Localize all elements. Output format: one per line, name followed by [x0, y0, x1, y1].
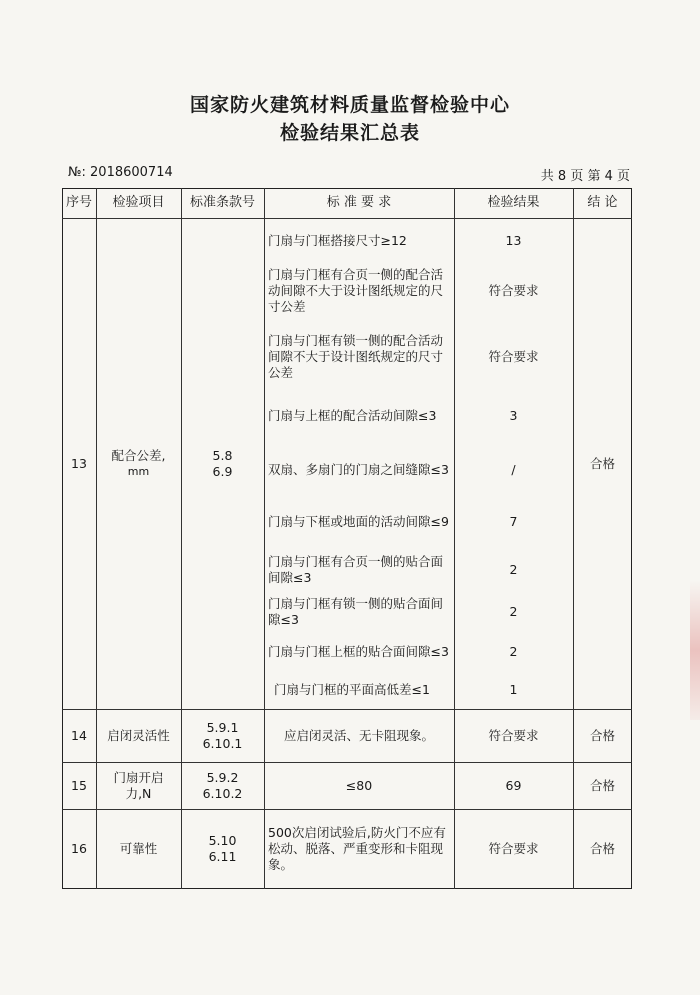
requirement-text: 门扇与门框上框的贴合面间隙≤3 — [268, 644, 449, 659]
test-item: 可靠性 — [119, 841, 158, 856]
clause-line: 6.9 — [212, 463, 233, 479]
requirement-text: 门扇与门框有锁一侧的配合活动间隙不大于设计图纸规定的尺寸公差 — [268, 333, 444, 380]
requirement-text: 门扇与门框有合页一侧的贴合面间隙≤3 — [268, 554, 444, 585]
seal-edge — [690, 580, 700, 720]
report-subtitle: 检验结果汇总表 — [279, 122, 420, 144]
result-value: 1 — [509, 682, 518, 697]
conclusion: 合格 — [589, 777, 615, 793]
clause-number — [181, 809, 264, 889]
result-value: 符合要求 — [488, 727, 539, 743]
requirement-text: ≤80 — [345, 777, 373, 793]
conclusion: 合格 — [589, 455, 615, 471]
col-header-item: 检验项目 — [112, 195, 165, 210]
row-number: 15 — [71, 777, 87, 793]
row-number: 14 — [71, 727, 87, 743]
clause-number — [181, 709, 264, 762]
test-item-unit: mm — [127, 464, 150, 478]
col-header-requirement: 标 准 要 求 — [326, 195, 392, 210]
requirement-text: 应启闭灵活、无卡阻现象。 — [283, 727, 434, 743]
col-header-clause: 标准条款号 — [189, 195, 255, 210]
clause-line: 6.10.2 — [202, 785, 243, 801]
clause-number — [181, 762, 264, 809]
result-value: 2 — [509, 562, 518, 577]
clause-line: 5.10 — [208, 833, 237, 848]
row-number: 13 — [71, 455, 87, 471]
result-value: 3 — [509, 408, 518, 423]
requirement-text: 500次启闭试验后,防火门不应有松动、脱落、严重变形和卡阻现象。 — [268, 825, 446, 872]
report-title: 国家防火建筑材料质量监督检验中心 — [189, 94, 510, 116]
clause-number — [181, 218, 264, 709]
result-value: 2 — [509, 644, 518, 659]
col-header-result: 检验结果 — [487, 195, 540, 210]
col-header-conclusion: 结 论 — [587, 195, 618, 210]
result-value: 2 — [509, 604, 518, 619]
result-value: / — [511, 462, 516, 477]
requirement-text: 门扇与门框有锁一侧的贴合面间隙≤3 — [268, 596, 444, 627]
row-number: 16 — [71, 841, 87, 856]
test-item: 启闭灵活性 — [107, 727, 170, 743]
clause-line: 5.8 — [212, 447, 233, 463]
result-value: 符合要求 — [488, 349, 539, 364]
clause-line: 5.9.1 — [206, 719, 239, 735]
page-info: 共 8 页 第 4 页 — [540, 169, 630, 184]
result-value: 13 — [505, 233, 522, 248]
clause-line: 6.11 — [208, 849, 237, 864]
test-item-name: 配合公差, — [111, 447, 166, 463]
conclusion: 合格 — [589, 727, 615, 743]
requirement-text: 门扇与门框有合页一侧的配合活动间隙不大于设计图纸规定的尺寸公差 — [268, 267, 444, 314]
document-number: №: 2018600714 — [68, 165, 173, 180]
clause-line: 6.10.1 — [202, 735, 243, 751]
result-value: 符合要求 — [488, 841, 539, 856]
test-item — [96, 218, 181, 709]
test-item: 门扇开启力,N — [113, 769, 164, 801]
col-header-no: 序号 — [65, 195, 92, 210]
conclusion: 合格 — [589, 841, 615, 856]
requirement-text: 门扇与门框搭接尺寸≥12 — [268, 233, 407, 248]
clause-line: 5.9.2 — [206, 769, 239, 785]
requirement-text: 双扇、多扇门的门扇之间缝隙≤3 — [268, 462, 449, 477]
result-value: 符合要求 — [488, 283, 539, 298]
requirement-text: 门扇与上框的配合活动间隙≤3 — [268, 408, 437, 423]
requirement-text: 门扇与下框或地面的活动间隙≤9 — [268, 514, 449, 529]
requirement-text: 门扇与门框的平面高低差≤1 — [274, 682, 430, 697]
result-value: 7 — [509, 514, 518, 529]
result-value: 69 — [505, 777, 522, 793]
results-table — [62, 188, 632, 889]
